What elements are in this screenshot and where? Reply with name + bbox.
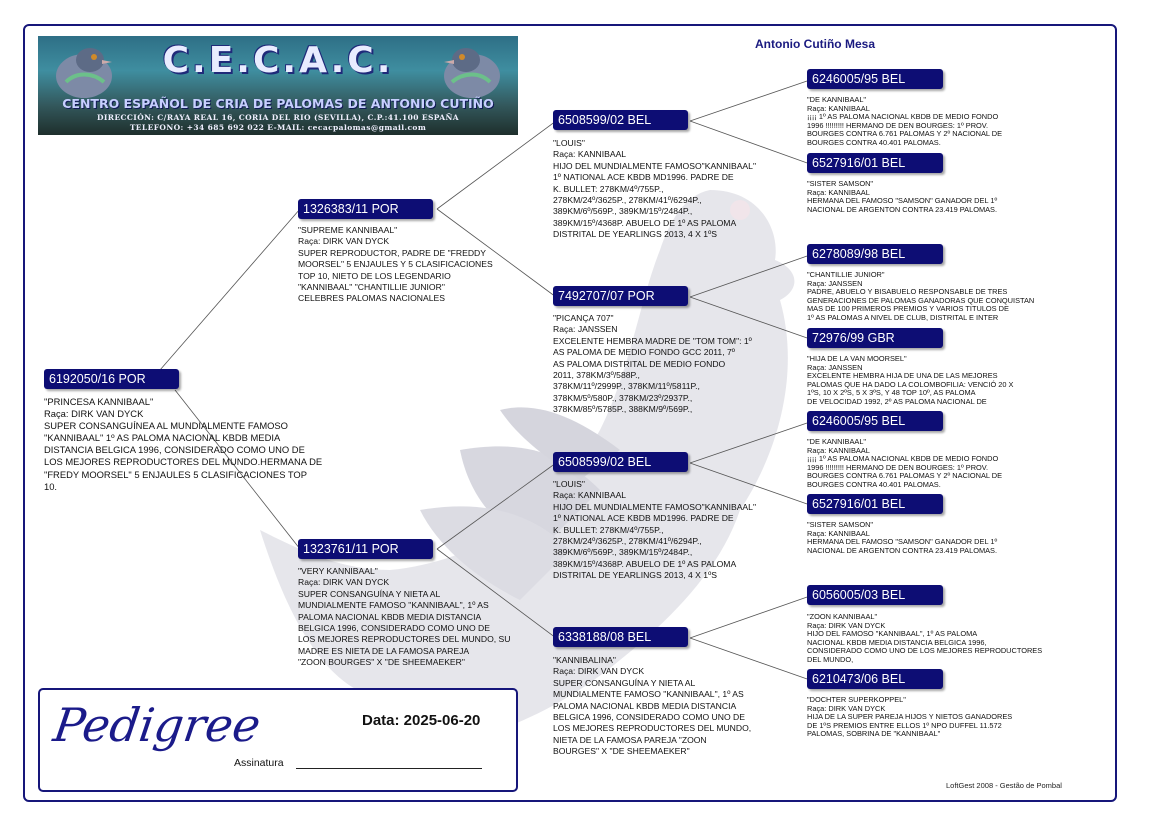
- info-sire: "SUPREME KANNIBAAL" Raça: DIRK VAN DYCK SUPER REPRODUCTOR, PADRE DE "FREDDY MOORSEL" 5 ENJAULES Y 5 CLASIFICACIONES TOP 10, NIETO DE LOS LEGENDARIO "KANNIBAAL" "CHANTILLIE JUNIOR" CELEBRES PALOMAS NACIONALES: [298, 225, 493, 304]
- ring-sss[interactable]: 6246005/95 BEL: [807, 69, 943, 89]
- info-dss: "DE KANNIBAAL" Raça: KANNIBAAL ¡¡¡¡ 1º AS PALOMA NACIONAL KBDB DE MEDIO FONDO 1996 !!!!!!!!! HERMANO DE DEN BOURGES: 1º PROV. BOURGES CONTRA 6.761 PALOMAS Y 2º NACIONAL DE BOURGES CONTRA 40.401 PALOMAS.: [807, 437, 1003, 489]
- info-main: "PRINCESA KANNIBAAL" Raça: DIRK VAN DYCK SUPER CONSANGUÍNEA AL MUNDIALMENTE FAMOSO "KANNIBAAL" 1º AS PALOMA NACIONAL KBDB MEDIA DISTANCIA BELGICA 1996, CONSIDERADO COMO UNO DE LOS MEJORES REPRODUCTORES DEL MUNDO.HERMANA DE "FREDY MOORSEL" 5 ENJAULES 5 CLASIFICACIONES TOP 10.: [44, 396, 323, 492]
- ring-sire-dam[interactable]: 7492707/07 POR: [553, 286, 688, 306]
- info-ssd: "SISTER SAMSON" Raça: KANNIBAAL HERMANA DEL FAMOSO "SAMSON" GANADOR DEL 1º NACIONAL DE ARGENTON CONTRA 23.419 PALOMAS.: [807, 179, 998, 214]
- signature-line[interactable]: [296, 768, 482, 769]
- banner-title: C.E.C.A.C.: [162, 40, 394, 81]
- ring-dam[interactable]: 1323761/11 POR: [298, 539, 433, 559]
- ring-dss[interactable]: 6246005/95 BEL: [807, 411, 943, 431]
- info-sss: "DE KANNIBAAL" Raça: KANNIBAAL ¡¡¡¡ 1º AS PALOMA NACIONAL KBDB DE MEDIO FONDO 1996 !!!!!!!!! HERMANO DE DEN BOURGES: 1º PROV. BOURGES CONTRA 6.761 PALOMAS Y 2º NACIONAL DE BOURGES CONTRA 40.401 PALOMAS.: [807, 95, 1003, 147]
- info-sire-sire: "LOUIS" Raça: KANNIBAAL HIJO DEL MUNDIALMENTE FAMOSO"KANNIBAAL" 1º NATIONAL ACE KBDB MD1996. PADRE DE K. BULLET: 278KM/4º/755P., 278KM/24º/3625P., 278KM/41º/6294P., 389KM/6º/569P., 389KM/15º/2484P., 389KM/15º/4368P. ABUELO DE 1º AS PALOMA DISTRITAL DE YEARLINGS 2013, 4 X 1ºS: [553, 138, 756, 240]
- ring-sds[interactable]: 6278089/98 BEL: [807, 244, 943, 264]
- info-dam: "VERY KANNIBAAL" Raça: DIRK VAN DYCK SUPER CONSANGUÍNA Y NIETA AL MUNDIALMENTE FAMOSO "KANNIBAAL", 1º AS PALOMA NACIONAL KBDB MEDIA DISTANCIA BELGICA 1996, CONSIDERADO COMO UNO DE LOS MEJORES REPRODUCTORES DEL MUNDO, SU MADRE ES NIETA DE LA FAMOSA PAREJA "ZOON BOURGES" X "DE SHEEMAEKER": [298, 566, 511, 668]
- ring-ddd[interactable]: 6210473/06 BEL: [807, 669, 943, 689]
- info-sire-dam: "PICANÇA 707" Raça: JANSSEN EXCELENTE HEMBRA MADRE DE "TOM TOM": 1º AS PALOMA DE MEDIO FONDO GCC 2011, 7º AS PALOMA DISTRITAL DE MEDIO FONDO 2011, 378KM/3º/588P., 378KM/11º/2999P., 378KM/11º/5811P., 378KM/5º/580P., 378KM/23º/2937P., 378KM/85º/5785P., 388KM/9º/569P.,: [553, 313, 752, 415]
- ring-dsd[interactable]: 6527916/01 BEL: [807, 494, 943, 514]
- info-sdd: "HIJA DE LA VAN MOORSEL" Raça: JANSSEN EXCELENTE HEMBRA HIJA DE UNA DE LAS MEJORES PALOMAS QUE HA DADO LA COLOMBOFILIA: VENCIÓ 20 X 1ºS, 10 X 2ºS, 5 X 3ºS, Y 48 TOP 10º, AS PALOMA DE VELOCIDAD 1992, 2º AS PALOMA NACIONAL DE: [807, 354, 1014, 406]
- ring-ssd[interactable]: 6527916/01 BEL: [807, 153, 943, 173]
- ring-dam-sire[interactable]: 6508599/02 BEL: [553, 452, 688, 472]
- info-dam-dam: "KANNIBALINA" Raça: DIRK VAN DYCK SUPER CONSANGUÍNA Y NIETA AL MUNDIALMENTE FAMOSO "KANNIBAAL", 1º AS PALOMA NACIONAL KBDB MEDIA DISTANCIA BELGICA 1996, CONSIDERADO COMO UNO DE LOS MEJORES REPRODUCTORES DEL MUNDO, NIETA DE LA FAMOSA PAREJA "ZOON BOURGES" X "DE SHEEMAEKER": [553, 655, 752, 757]
- ring-sire[interactable]: 1326383/11 POR: [298, 199, 433, 219]
- info-dds: "ZOON KANNIBAAL" Raça: DIRK VAN DYCK HIJO DEL FAMOSO "KANNIBAAL", 1º AS PALOMA NACIONAL KBDB MEDIA DISTANCIA BELGICA 1996, CONSIDERADO COMO UNO DE LOS MEJORES REPRODUCTORES DEL MUNDO,: [807, 612, 1043, 664]
- ring-sdd[interactable]: 72976/99 GBR: [807, 328, 943, 348]
- ring-main[interactable]: 6192050/16 POR: [44, 369, 179, 389]
- info-ddd: "DOCHTER SUPERKOPPEL" Raça: DIRK VAN DYCK HIJA DE LA SUPER PAREJA HIJOS Y NIETOS GANADORES DE 1ºS PREMIOS ENTRE ELLOS 1º NPO DUFFEL 11.572 PALOMAS, SOBRINA DE "KANNIBAAL": [807, 695, 1013, 739]
- info-dam-sire: "LOUIS" Raça: KANNIBAAL HIJO DEL MUNDIALMENTE FAMOSO"KANNIBAAL" 1º NATIONAL ACE KBDB MD1996. PADRE DE K. BULLET: 278KM/4º/755P., 278KM/24º/3625P., 278KM/41º/6294P., 389KM/6º/569P., 389KM/15º/2484P., 389KM/15º/4368P. ABUELO DE 1º AS PALOMA DISTRITAL DE YEARLINGS 2013, 4 X 1ºS: [553, 479, 756, 581]
- banner-contact: TELEFONO: +34 685 692 022 E-MAIL: cecacpalomas@gmail.com: [129, 123, 427, 132]
- date-label: Data: 2025-06-20: [362, 712, 481, 729]
- ring-dam-dam[interactable]: 6338188/08 BEL: [553, 627, 688, 647]
- banner-address: DIRECCIÓN: C/RAYA REAL 16, CORIA DEL RIO (SEVILLA), C.P.:41.100 ESPAÑA: [97, 113, 459, 122]
- info-sds: "CHANTILLIE JUNIOR" Raça: JANSSEN PADRE, ABUELO Y BISABUELO RESPONSABLE DE TRES GENERACIONES DE PALOMAS GANADORAS QUE CONQUISTAN MAS DE 100 PRIMEROS PREMIOS Y VARIOS TITULOS DE 1º AS PALOMAS A NIVEL DE CLUB, DISTRITAL E INTER: [807, 270, 1035, 322]
- footer-credit: LoftGest 2008 - Gestão de Pombal: [946, 781, 1062, 790]
- ring-sire-sire[interactable]: 6508599/02 BEL: [553, 110, 688, 130]
- pedigree-logo-text: Pedigree: [50, 698, 264, 752]
- banner-subtitle: CENTRO ESPAÑOL DE CRIA DE PALOMAS DE ANTONIO CUTIÑO: [62, 96, 494, 111]
- owner-name: Antonio Cutiño Mesa: [755, 37, 875, 51]
- ring-dds[interactable]: 6056005/03 BEL: [807, 585, 943, 605]
- signature-label: Assinatura: [234, 757, 284, 769]
- info-dsd: "SISTER SAMSON" Raça: KANNIBAAL HERMANA DEL FAMOSO "SAMSON" GANADOR DEL 1º NACIONAL DE ARGENTON CONTRA 23.419 PALOMAS.: [807, 520, 998, 555]
